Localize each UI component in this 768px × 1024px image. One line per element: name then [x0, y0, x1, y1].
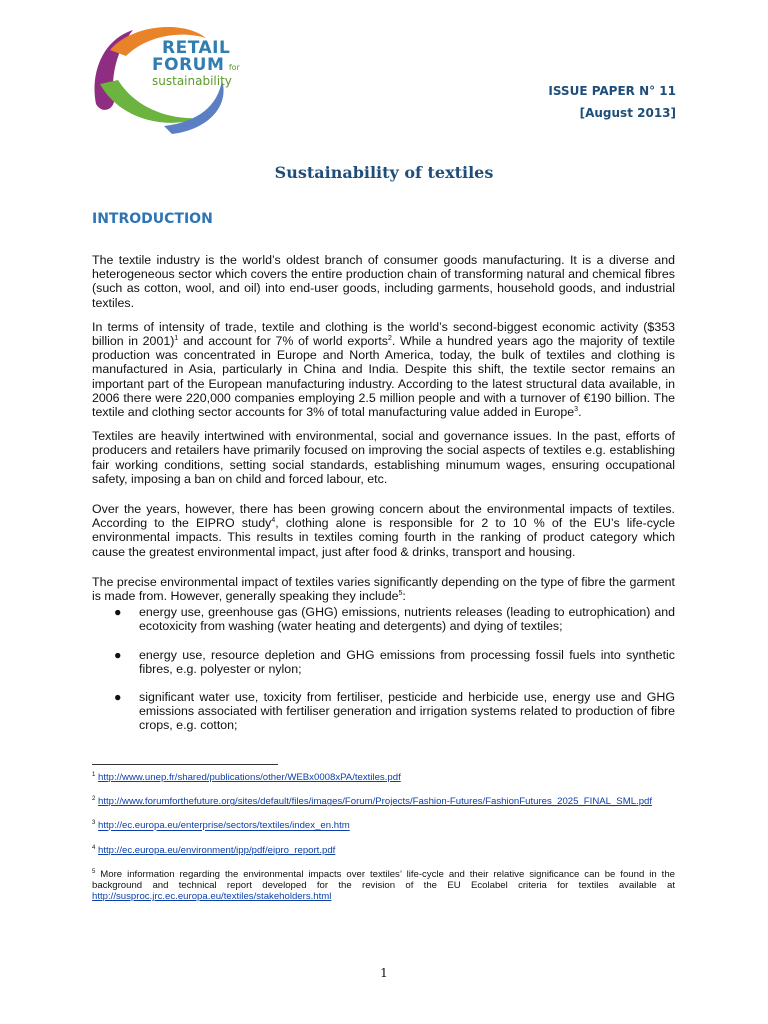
page-number: 1	[380, 966, 388, 980]
footnote-divider	[92, 764, 278, 765]
footnote-link-3[interactable]: http://ec.europa.eu/enterprise/sectors/textiles/index_en.htm	[98, 820, 350, 832]
page-title: Sustainability of textiles	[274, 163, 494, 182]
footnote-ref-3: 3	[574, 405, 579, 413]
footnote-ref-5: 5	[398, 589, 403, 597]
paragraph-3: Textiles are heavily intertwined with environmental, social and governance issues. In the past, efforts of producers and retailers have primarily focused on improving the social aspects of textiles e.g. establishing fair working conditions, setting social standards, establishing minumum wages, ensuring occupational safety, imposing a ban on child and forced labour, etc.	[92, 429, 675, 486]
list-item: ● significant water use, toxicity from fertiliser, pesticide and herbicide use, energy use and GHG emissions associated with fertiliser generation and irrigation systems related to production of fibre crops, e.g. cotton;	[114, 690, 675, 733]
footnote-2: $^2$ http://www.forumforthefuture.org/sites/default/files/images/Forum/Projects/Fashion-Futures/FashionFutures_2025_FINAL_SML.pdf	[92, 796, 653, 808]
issue-date: [August 2013]	[579, 106, 676, 120]
impact-list	[92, 605, 675, 732]
body-text	[92, 253, 675, 747]
logo-wordmark	[152, 40, 240, 87]
paragraph-4: Over the years, however, there has been growing concern about the environmental impacts of textiles. According to the EIPRO study$^4$, clothing alone is responsible for 2 to 10 % of the EU’s life-cycle environmental impacts. This results in textiles coming fourth in the ranking of product category which cause the greatest environmental impact, just after food & drinks, transport and housing.	[92, 502, 675, 559]
footnote-ref-4: 4	[271, 517, 276, 525]
logo-word-retail: RETAIL	[162, 38, 231, 58]
logo-word-forum: FORUM	[152, 55, 225, 75]
paragraph-2: In terms of intensity of trade, textile and clothing is the world’s second-biggest economic activity ($353 billion in 2001)$^1$ and account for 7% of world exports$^2$. While a hundred years ago the majority of textile production was concentrated in Europe and North America, today, the bulk of textiles and clothing is manufactured in Asia, particularly in China and India. Despite this shift, the textile sector remains an important part of the European manufacturing industry. According to the latest structural data available, in 2006 there were 220,000 companies employing 2.5 million people and with a turnover of €190 billion. The textile and clothing sector accounts for 3% of total manufacturing value added in Europe$^3$.	[92, 319, 676, 420]
bullet-icon: ●	[114, 690, 122, 705]
section-heading: INTRODUCTION	[92, 211, 213, 227]
footnote-link-2[interactable]: http://www.forumforthefuture.org/sites/default/files/images/Forum/Projects/Fashion-Futures/FashionFutures_2025_FINAL_SML.pdf	[98, 796, 653, 808]
list-item: ● energy use, resource depletion and GHG emissions from processing fossil fuels into synthetic fibres, e.g. polyester or nylon;	[114, 647, 675, 676]
bullet-icon: ●	[114, 647, 122, 662]
paragraph-5: The precise environmental impact of textiles varies significantly depending on the type of fibre the garment is made from. However, generally speaking they include$^5$:	[92, 574, 675, 604]
footnote-3: $^3$ http://ec.europa.eu/enterprise/sectors/textiles/index_en.htm	[92, 820, 350, 832]
footnote-link-4[interactable]: http://ec.europa.eu/environment/ipp/pdf/eipro_report.pdf	[98, 844, 336, 856]
footnote-4: $^4$ http://ec.europa.eu/environment/ipp/pdf/eipro_report.pdf	[92, 844, 336, 856]
logo-word-for: for	[228, 63, 240, 72]
paragraph-1: The textile industry is the world’s oldest branch of consumer goods manufacturing. It is a diverse and heterogeneous sector which covers the entire production chain of transforming natural and chemical fibres (such as cotton, wool, and oil) into end-user goods, including garments, household goods, and industrial textiles.	[92, 253, 675, 310]
footnote-link-5[interactable]: http://susproc.jrc.ec.europa.eu/textiles/stakeholders.html	[92, 890, 332, 902]
footnotes	[92, 770, 675, 913]
bullet-icon: ●	[114, 605, 122, 620]
issue-info	[548, 80, 676, 124]
footnote-ref-2: 2	[388, 334, 392, 342]
footnote-ref-1: 1	[174, 334, 179, 342]
issue-number: ISSUE PAPER N° 11	[548, 84, 676, 98]
footnote-link-1[interactable]: http://www.unep.fr/shared/publications/other/WEBx0008xPA/textiles.pdf	[98, 772, 401, 784]
logo-word-sustainability: sustainability	[152, 74, 232, 88]
list-item: ● energy use, greenhouse gas (GHG) emissions, nutrients releases (leading to eutrophication) and ecotoxicity from washing (water heating and detergents) and dying of textiles;	[114, 605, 675, 634]
footnote-5: $^5$ More information regarding the environmental impacts over textiles’ life-cycle and their relative significance can be found in the background and technical report developed for the revision of the EU Ecolabel criteria for textiles available at http://susproc.jrc.ec.europa.eu/textiles/stakeholders.html	[92, 868, 675, 902]
footnote-1: $^1$ http://www.unep.fr/shared/publications/other/WEBx0008xPA/textiles.pdf	[92, 772, 401, 784]
